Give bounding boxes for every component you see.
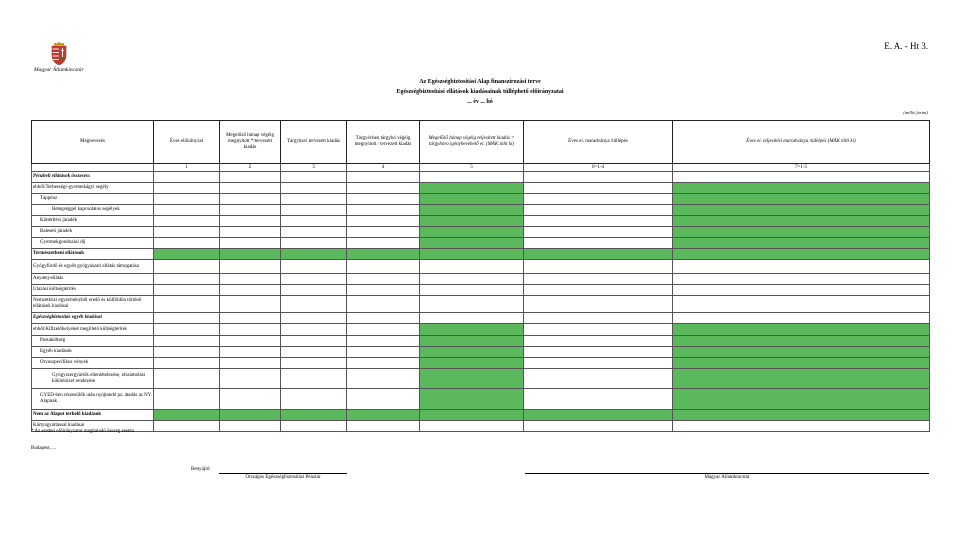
data-cell (347, 336, 420, 347)
locked-cell (347, 249, 420, 260)
signature-line-oep (219, 473, 347, 474)
data-cell (154, 389, 220, 410)
table-row (32, 183, 930, 194)
data-cell (281, 369, 347, 389)
table-row (32, 194, 930, 205)
data-cell (154, 313, 220, 324)
table-row (32, 369, 930, 389)
row-label: Nem az Alapot terhelő kiadások (32, 410, 154, 421)
data-cell (281, 285, 347, 296)
data-cell (673, 296, 930, 313)
data-cell (347, 285, 420, 296)
locked-cell (154, 249, 220, 260)
locked-cell (154, 410, 220, 421)
data-cell (524, 172, 673, 183)
data-cell (154, 358, 220, 369)
data-cell (281, 216, 347, 227)
data-cell (524, 324, 673, 336)
data-cell (281, 260, 347, 274)
data-cell (220, 274, 281, 285)
table-row (32, 205, 930, 216)
data-cell (420, 172, 524, 183)
row-label: ebből:Kifizetőhelyeket megillető költségtérítés (32, 324, 154, 336)
locked-cell (420, 369, 524, 389)
data-cell (347, 313, 420, 324)
locked-cell (420, 205, 524, 216)
data-cell (524, 260, 673, 274)
data-cell (281, 205, 347, 216)
data-cell (220, 389, 281, 410)
data-cell (524, 296, 673, 313)
appropriations-table (31, 120, 930, 432)
locked-cell (673, 194, 930, 205)
row-label: Orvosspecifikus vények (32, 358, 154, 369)
data-cell (281, 389, 347, 410)
row-label: Egyéb kiadások (32, 347, 154, 358)
unit-label: (millió forint) (903, 110, 928, 115)
data-cell (673, 260, 930, 274)
data-cell (524, 347, 673, 358)
data-cell (220, 313, 281, 324)
locked-cell (673, 227, 930, 238)
data-cell (347, 296, 420, 313)
row-label: GYED-ben részesülők után nyújtandó pz. átadás az NY. Alapnak (32, 389, 154, 410)
locked-cell (281, 410, 347, 421)
locked-cell (420, 238, 524, 249)
locked-cell (673, 324, 930, 336)
locked-cell (524, 410, 673, 421)
table-row (32, 260, 930, 274)
data-cell (154, 205, 220, 216)
data-cell (524, 285, 673, 296)
table-row (32, 358, 930, 369)
column-header: Megnevezés (32, 121, 154, 164)
data-cell (281, 324, 347, 336)
column-header: Éves ei. teljesítési maradványa /túllépés (MÁK tölti ki) (673, 121, 930, 164)
data-cell (281, 296, 347, 313)
data-cell (524, 205, 673, 216)
title-line-2: Egészségbiztosítási ellátások kiadásainak túlléphető előirányzatai (396, 89, 564, 95)
data-cell (420, 313, 524, 324)
data-cell (220, 183, 281, 194)
locked-cell (420, 194, 524, 205)
column-number: 6=1-4 (524, 164, 673, 172)
row-label: Baleseti járadék (32, 227, 154, 238)
data-cell (673, 313, 930, 324)
locked-cell (673, 205, 930, 216)
data-cell (673, 285, 930, 296)
data-cell (154, 347, 220, 358)
title-block (0, 77, 960, 107)
data-cell (347, 324, 420, 336)
data-cell (220, 324, 281, 336)
data-cell (420, 274, 524, 285)
data-cell (420, 421, 524, 432)
locked-cell (347, 410, 420, 421)
table-row (32, 285, 930, 296)
data-cell (154, 274, 220, 285)
table-row (32, 410, 930, 421)
data-cell (281, 227, 347, 238)
data-cell (154, 216, 220, 227)
data-cell (154, 194, 220, 205)
locked-cell (673, 347, 930, 358)
row-label: Egészségbiztosítás egyéb kiadásai (32, 313, 154, 324)
column-number: 2 (220, 164, 281, 172)
data-cell (524, 216, 673, 227)
data-cell (420, 260, 524, 274)
data-cell (154, 260, 220, 274)
data-cell (220, 205, 281, 216)
data-cell (524, 369, 673, 389)
row-label: Kártyagyártással kiadásai (32, 421, 154, 432)
data-cell (220, 347, 281, 358)
submitted-by-label: Benyújtó: (191, 467, 211, 472)
locked-cell (420, 347, 524, 358)
data-cell (673, 421, 930, 432)
data-cell (154, 183, 220, 194)
locked-cell (420, 336, 524, 347)
column-number-row (32, 164, 930, 172)
locked-cell (673, 336, 930, 347)
document-code: E. A. - Ht 3. (884, 41, 928, 51)
footnote: * Az eredeti előirányzatot meghaladó összeg esetén (31, 429, 135, 434)
data-cell (673, 274, 930, 285)
data-cell (220, 296, 281, 313)
data-cell (220, 260, 281, 274)
locked-cell (673, 369, 930, 389)
data-cell (220, 336, 281, 347)
data-cell (281, 238, 347, 249)
data-cell (347, 194, 420, 205)
data-cell (220, 358, 281, 369)
data-cell (154, 369, 220, 389)
row-label: Gyermekgondozási díj (32, 238, 154, 249)
data-cell (220, 421, 281, 432)
data-cell (281, 183, 347, 194)
data-cell (220, 172, 281, 183)
title-line-3: ... év ... hó (467, 99, 493, 105)
locked-cell (420, 183, 524, 194)
coat-of-arms-icon (49, 40, 69, 66)
data-cell (154, 421, 220, 432)
locked-cell (420, 389, 524, 410)
row-label: Postaköltség (32, 336, 154, 347)
data-cell (281, 347, 347, 358)
row-label: Gyógyszergyártók ellentételezése, elszámolási különbözet rendezése (32, 369, 154, 389)
locked-cell (673, 183, 930, 194)
locked-cell (420, 410, 524, 421)
data-cell (347, 421, 420, 432)
locked-cell (220, 249, 281, 260)
data-cell (347, 347, 420, 358)
column-header: Megelőző hónap végéig megnyitott */tervezett kiadás (220, 121, 281, 164)
signature-name-oep: Országos Egészségbiztosítási Pénztár (245, 475, 321, 480)
org-name-top: Magyar Államkincstár (34, 67, 84, 73)
data-cell (347, 358, 420, 369)
column-number (32, 164, 154, 172)
table-row (32, 389, 930, 410)
data-cell (347, 216, 420, 227)
data-cell (281, 274, 347, 285)
row-label: Anyatej-ellátás (32, 274, 154, 285)
data-cell (154, 227, 220, 238)
place-date: Budapest, ... (31, 446, 56, 451)
column-number: 7=1-5 (673, 164, 930, 172)
table-row (32, 172, 930, 183)
data-cell (347, 274, 420, 285)
header-row (32, 121, 930, 164)
locked-cell (281, 249, 347, 260)
column-number: 4 (347, 164, 420, 172)
data-cell (154, 296, 220, 313)
data-cell (420, 285, 524, 296)
title-line-1: Az Egészségbiztosítási Alap finanszírozási terve (419, 79, 541, 85)
table-row (32, 274, 930, 285)
locked-cell (420, 358, 524, 369)
locked-cell (420, 249, 524, 260)
data-cell (281, 421, 347, 432)
table-row (32, 313, 930, 324)
data-cell (524, 421, 673, 432)
data-cell (154, 172, 220, 183)
row-label: Utazási költségtérítés (32, 285, 154, 296)
data-cell (347, 205, 420, 216)
table-row (32, 216, 930, 227)
data-cell (524, 313, 673, 324)
locked-cell (420, 227, 524, 238)
row-label: Nemzetközi egyezményből eredő és külföldön történő ellátások kiadásai (32, 296, 154, 313)
signature-line-mak (525, 473, 929, 474)
data-cell (281, 194, 347, 205)
row-label: Táppénz (32, 194, 154, 205)
data-cell (220, 285, 281, 296)
data-cell (281, 313, 347, 324)
data-cell (154, 324, 220, 336)
data-cell (347, 369, 420, 389)
row-label: ebből:Terhességi-gyermekágyi segély (32, 183, 154, 194)
locked-cell (524, 249, 673, 260)
data-cell (220, 216, 281, 227)
data-cell (673, 172, 930, 183)
data-cell (154, 336, 220, 347)
column-number: 3 (281, 164, 347, 172)
table-row (32, 296, 930, 313)
data-cell (347, 389, 420, 410)
table-row (32, 249, 930, 260)
column-header: Éves ei. maradványa /túllépés (524, 121, 673, 164)
column-header: Megelőző hónap végéig teljesített kiadás = tárgyhóra igénybevehető ei. (MÁK tölti ki) (420, 121, 524, 164)
data-cell (281, 358, 347, 369)
data-cell (154, 238, 220, 249)
locked-cell (673, 358, 930, 369)
data-cell (347, 227, 420, 238)
data-cell (524, 227, 673, 238)
locked-cell (673, 216, 930, 227)
data-cell (347, 260, 420, 274)
row-label: Természetbeni ellátások (32, 249, 154, 260)
table-row (32, 324, 930, 336)
data-cell (420, 296, 524, 313)
signature-name-mak: Magyar Államkincstár (704, 475, 750, 480)
column-number: 5 (420, 164, 524, 172)
data-cell (347, 183, 420, 194)
data-cell (220, 369, 281, 389)
row-label: Pénzbeli ellátások összesen: (32, 172, 154, 183)
locked-cell (673, 410, 930, 421)
locked-cell (673, 249, 930, 260)
data-cell (220, 194, 281, 205)
table-row (32, 227, 930, 238)
locked-cell (673, 389, 930, 410)
table-row (32, 421, 930, 432)
row-label: Gyógyfürdő és egyéb gyógyászati ellátás támogatása (32, 260, 154, 274)
table-row (32, 336, 930, 347)
data-cell (220, 238, 281, 249)
table-row (32, 238, 930, 249)
row-label: Betegséggel kapcsolatos segélyek (32, 205, 154, 216)
data-cell (220, 227, 281, 238)
row-label: Kártérítési járadék (32, 216, 154, 227)
table-row (32, 347, 930, 358)
data-cell (347, 172, 420, 183)
locked-cell (220, 410, 281, 421)
column-number: 1 (154, 164, 220, 172)
data-cell (281, 172, 347, 183)
data-cell (524, 194, 673, 205)
locked-cell (420, 324, 524, 336)
column-header: Éves előirányzat (154, 121, 220, 164)
data-cell (524, 336, 673, 347)
data-cell (154, 285, 220, 296)
data-cell (524, 274, 673, 285)
data-cell (524, 183, 673, 194)
data-cell (281, 336, 347, 347)
locked-cell (420, 216, 524, 227)
column-header: Tárgyévben tárgyhó végéig megnyitott / tervezett kiadás (347, 121, 420, 164)
column-header: Tárgyhavi tervezett kiadás (281, 121, 347, 164)
data-cell (347, 238, 420, 249)
data-cell (524, 358, 673, 369)
locked-cell (673, 238, 930, 249)
data-cell (524, 389, 673, 410)
data-cell (524, 238, 673, 249)
